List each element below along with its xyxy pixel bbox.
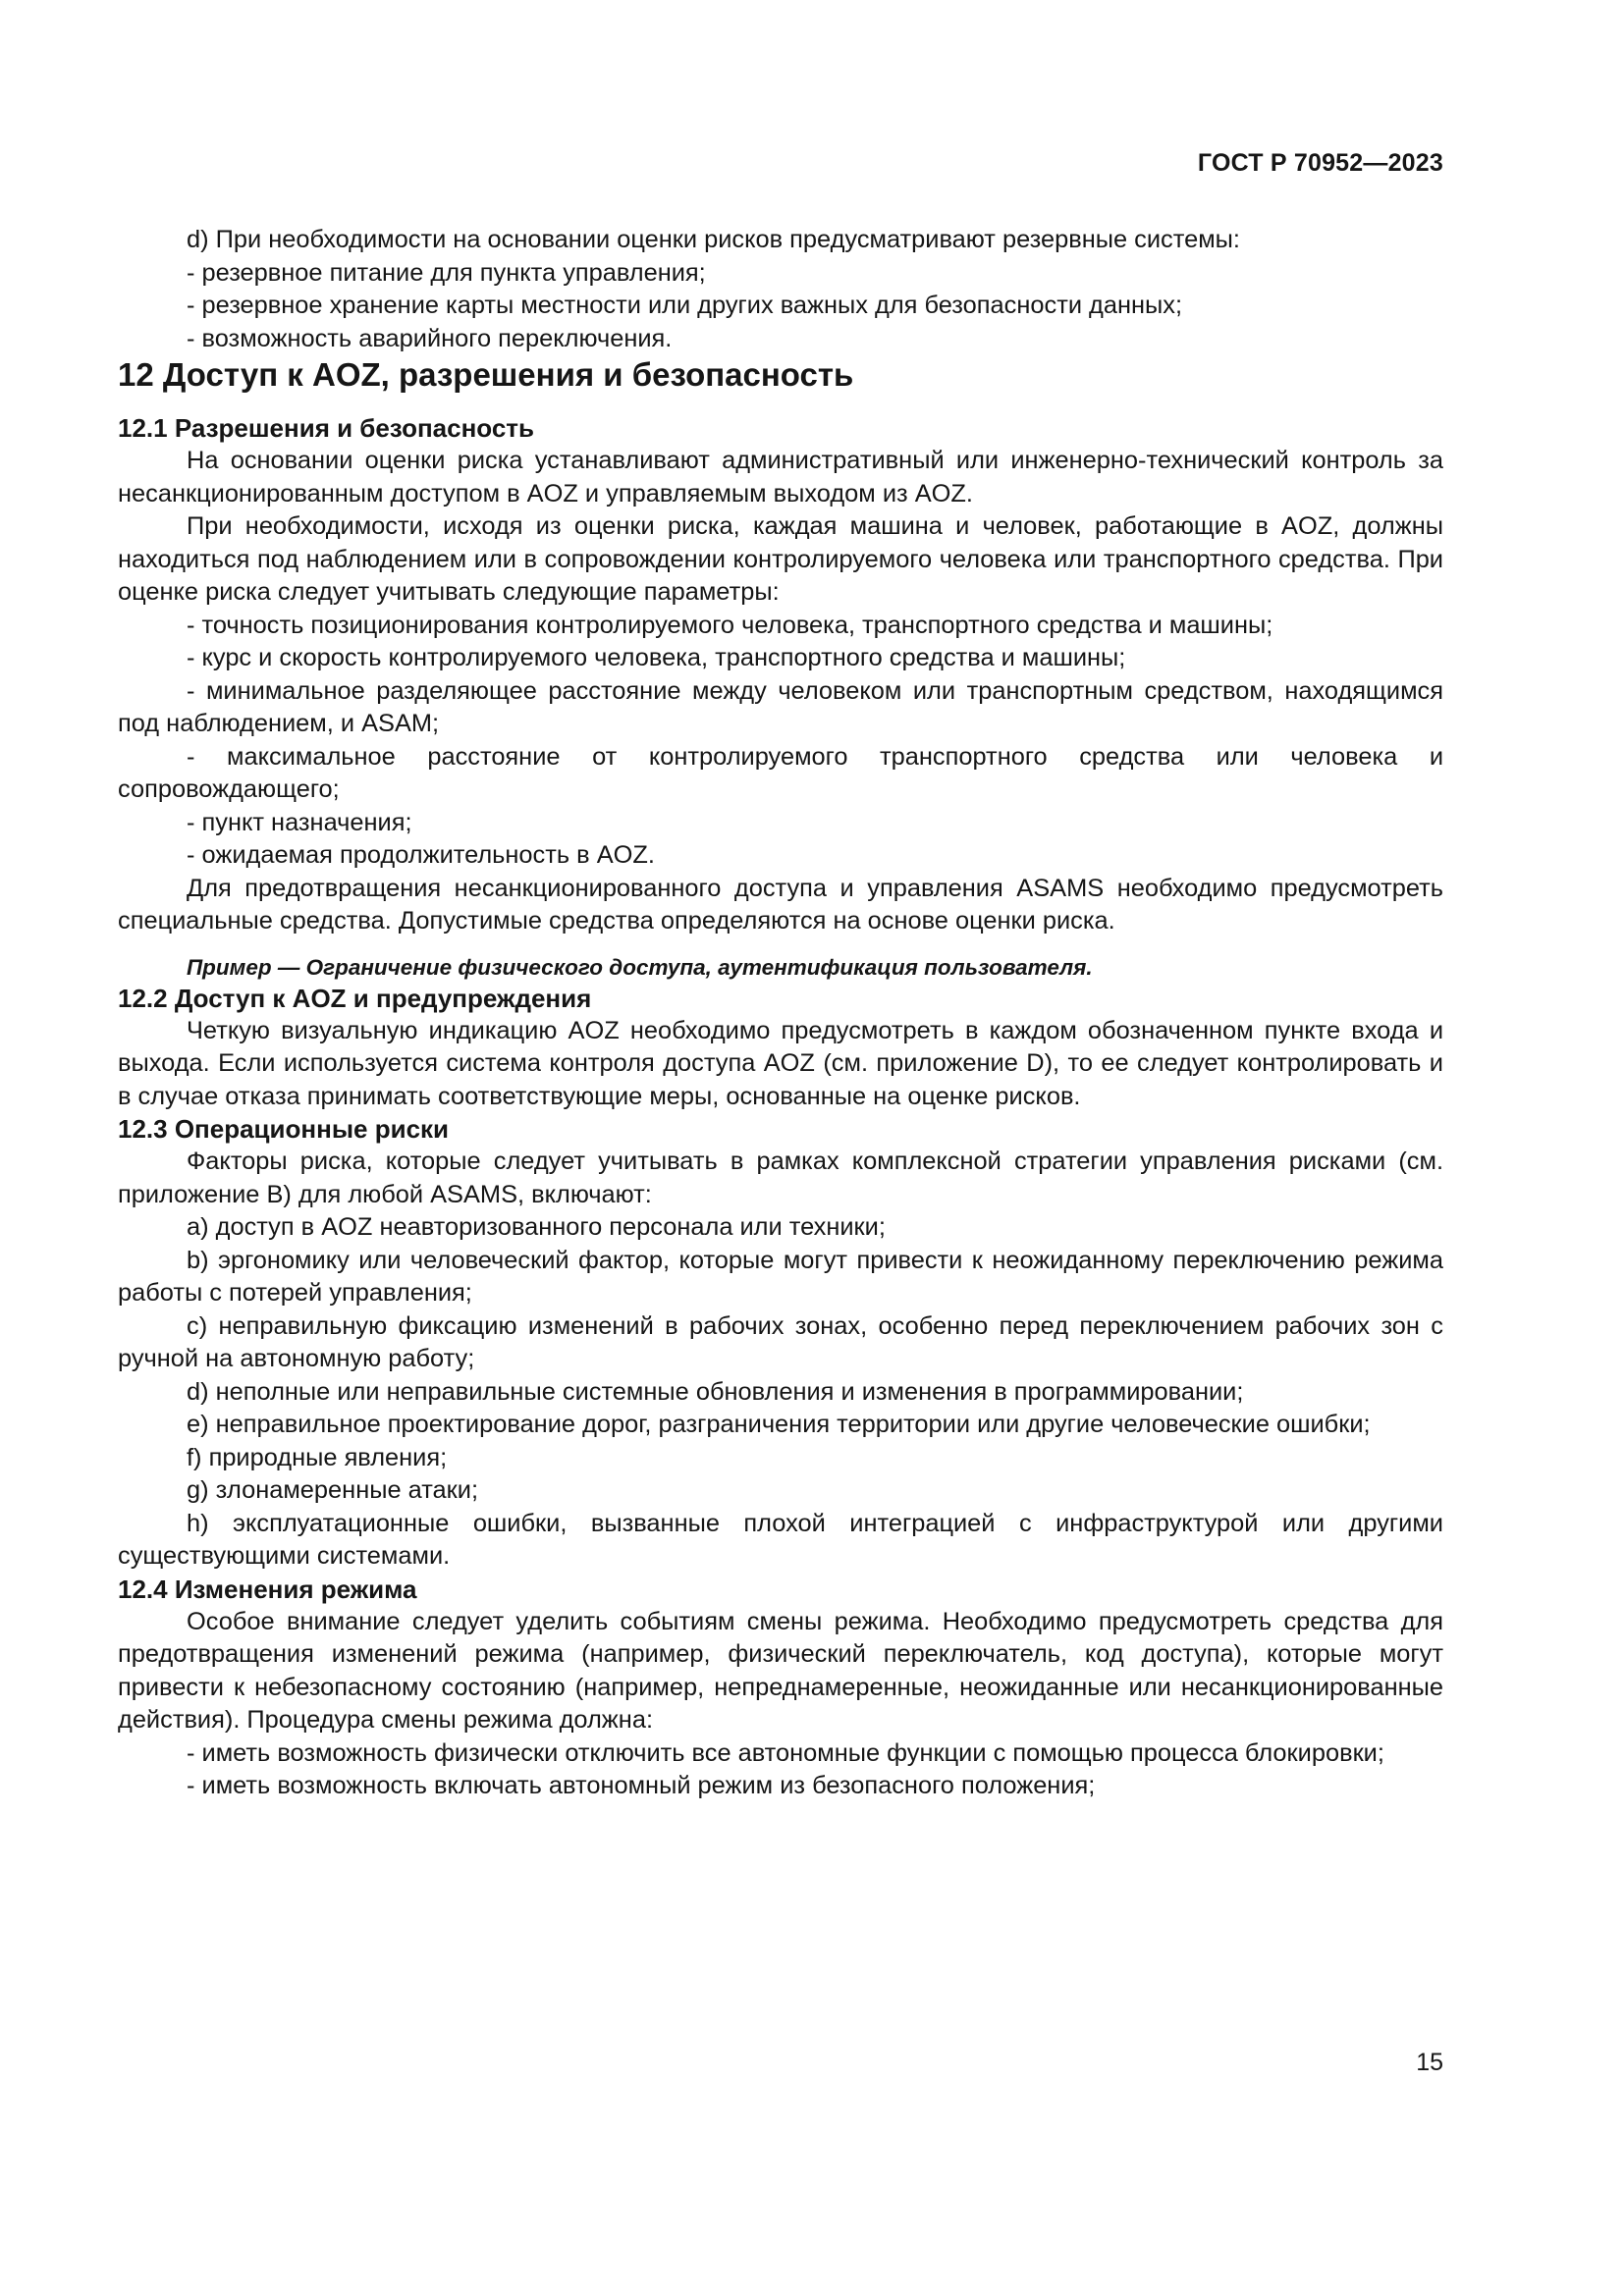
list-item: - курс и скорость контролируемого человека, транспортного средства и машины;: [187, 644, 1126, 671]
paragraph: При необходимости, исходя из оценки риска, каждая машина и человек, работающие в AOZ, должны находиться под наблюдением или в сопровождении контролируемого человека или транспортного средства. При оценке риска следует учитывать следующие параметры:: [118, 512, 1443, 606]
list-item-a: a) доступ в AOZ неавторизованного персонала или техники;: [187, 1213, 886, 1241]
paragraph: Четкую визуальную индикацию AOZ необходимо предусмотреть в каждом обозначенном пункте входа и выхода. Если используется система контроля доступа AOZ (см. приложение D), то ее следует контролировать и в случае отказа принимать соответствующие меры, основанные на оценке рисков.: [118, 1016, 1443, 1110]
document-body: [118, 224, 1443, 1803]
intro-paragraph: d) При необходимости на основании оценки рисков предусматривают резервные системы:: [187, 226, 1240, 253]
example-note: Пример — Ограничение физического доступа, аутентификация пользователя.: [187, 954, 1093, 980]
paragraph: На основании оценки риска устанавливают административный или инженерно-технический контроль за несанкционированным доступом в AOZ и управляемым выходом из AOZ.: [118, 447, 1443, 507]
list-item: - точность позиционирования контролируемого человека, транспортного средства и машины;: [187, 611, 1273, 639]
intro-list-item: - резервное хранение карты местности или других важных для безопасности данных;: [187, 292, 1183, 319]
list-item-g: g) злонамеренные атаки;: [187, 1476, 479, 1504]
list-item-h: h) эксплуатационные ошибки, вызванные плохой интеграцией с инфраструктурой или другими существующими системами.: [118, 1509, 1443, 1570]
intro-list-item: - резервное питание для пункта управления;: [187, 258, 706, 287]
section-12-4-title: 12.4 Изменения режима: [118, 1574, 417, 1604]
intro-list-item: - возможность аварийного переключения.: [187, 324, 673, 352]
list-item: - максимальное расстояние от контролируемого транспортного средства или человека и сопровождающего;: [118, 742, 1443, 803]
paragraph: Для предотвращения несанкционированного доступа и управления ASAMS необходимо предусмотреть специальные средства. Допустимые средства определяются на основе оценки риска.: [118, 874, 1443, 934]
section-12-3-title: 12.3 Операционные риски: [118, 1114, 450, 1144]
list-item: - ожидаемая продолжительность в AOZ.: [187, 841, 655, 869]
list-item-b: b) эргономику или человеческий фактор, которые могут привести к неожиданному переключению режима работы с потерей управления;: [118, 1246, 1443, 1307]
list-item-d: d) неполные или неправильные системные обновления и изменения в программировании;: [187, 1377, 1244, 1406]
list-item-c: c) неправильную фиксацию изменений в рабочих зонах, особенно перед переключением рабочих зон с ручной на автономную работу;: [118, 1311, 1443, 1372]
page-number: 15: [1416, 2049, 1443, 2076]
list-item: - пункт назначения;: [187, 808, 412, 836]
list-item: - иметь возможность включать автономный режим из безопасного положения;: [187, 1772, 1096, 1799]
list-item-e: e) неправильное проектирование дорог, разграничения территории или другие человеческие ошибки;: [187, 1411, 1371, 1438]
document-code: ГОСТ Р 70952—2023: [1197, 149, 1443, 177]
section-12-2-title: 12.2 Доступ к AOZ и предупреждения: [118, 983, 592, 1013]
paragraph: Факторы риска, которые следует учитывать в рамках комплексной стратегии управления рисками (см. приложение B) для любой ASAMS, включают:: [118, 1148, 1443, 1208]
list-item: - минимальное разделяющее расстояние между человеком или транспортным средством, находящимся под наблюдением, и ASAM;: [118, 676, 1443, 737]
list-item-f: f) природные явления;: [187, 1443, 448, 1471]
section-12-title: 12 Доступ к AOZ, разрешения и безопасность: [118, 356, 854, 393]
paragraph: Особое внимание следует уделить событиям смены режима. Необходимо предусмотреть средства для предотвращения изменений режима (например, физический переключатель, код доступа), которые могут привести к небезопасному состоянию (например, непреднамеренные, неожиданные или несанкционированные действия). Процедура смены режима должна:: [118, 1607, 1443, 1734]
list-item: - иметь возможность физически отключить все автономные функции с помощью процесса блокировки;: [187, 1738, 1384, 1767]
section-12-1-title: 12.1 Разрешения и безопасность: [118, 413, 535, 443]
